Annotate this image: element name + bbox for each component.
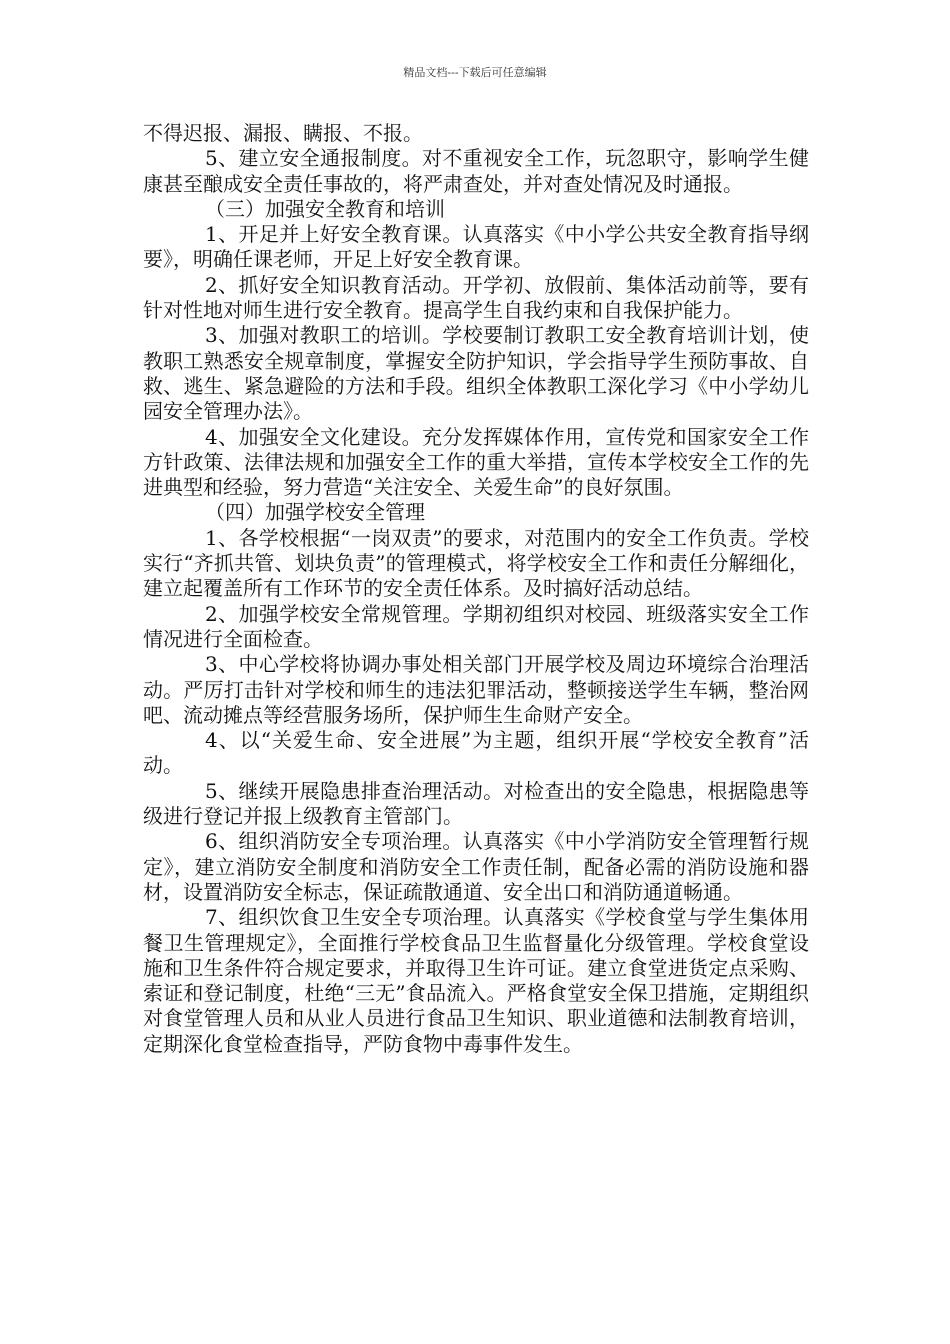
page-header: 精品文档---下载后可任意编辑: [403, 66, 547, 79]
paragraph: 不得迟报、漏报、瞒报、不报。: [143, 121, 423, 145]
section-heading: （三）加强安全教育和培训: [205, 196, 445, 221]
paragraph: 3、中心学校将协调办事处相关部门开展学校及周边环境综合治理活动。严厉打击针对学校和师生的违法犯罪活动，整顿接送学生车辆，整治网吧、流动摊点等经营服务场所，保护师生生命财产安全。: [143, 652, 809, 727]
section-heading: （四）加强学校安全管理: [205, 500, 425, 525]
paragraph: 6、组织消防安全专项治理。认真落实《中小学消防安全管理暂行规定》，建立消防安全制度和消防安全工作责任制，配备必需的消防设施和器材，设置消防安全标志，保证疏散通道、安全出口和消防通道畅通。: [143, 829, 809, 904]
paragraph: 7、组织饮食卫生安全专项治理。认真落实《学校食堂与学生集体用餐卫生管理规定》，全面推行学校食品卫生监督量化分级管理。学校食堂设施和卫生条件符合规定要求，并取得卫生许可证。建立食堂进货定点采购、索证和登记制度，杜绝“三无”食品流入。严格食堂安全保卫措施，定期组织对食堂管理人员和从业人员进行食品卫生知识、职业道德和法制教育培训，定期深化食堂检查指导，严防食物中毒事件发生。: [143, 905, 809, 1056]
paragraph: 1、开足并上好安全教育课。认真落实《中小学公共安全教育指导纲要》，明确任课老师，开足上好安全教育课。: [143, 222, 809, 272]
paragraph: 3、加强对教职工的培训。学校要制订教职工安全教育培训计划，使教职工熟悉安全规章制度，掌握安全防护知识，学会指导学生预防事故、自救、逃生、紧急避险的方法和手段。组织全体教职工深化学习《中小学幼儿园安全管理办法》。: [143, 323, 809, 424]
paragraph: 2、加强学校安全常规管理。学期初组织对校园、班级落实安全工作情况进行全面检查。: [143, 601, 809, 651]
paragraph: 5、继续开展隐患排查治理活动。对检查出的安全隐患，根据隐患等级进行登记并报上级教育主管部门。: [143, 778, 809, 829]
document-body: [143, 121, 809, 1057]
paragraph: 1、各学校根据“一岗双责”的要求，对范围内的安全工作负责。学校实行“齐抓共管、划块负责”的管理模式，将学校安全工作和责任分解细化，建立起覆盖所有工作环节的安全责任体系。及时搞好活动总结。: [143, 525, 809, 601]
paragraph: 5、建立安全通报制度。对不重视安全工作，玩忽职守，影响学生健康甚至酿成安全责任事故的，将严肃查处，并对查处情况及时通报。: [143, 146, 809, 196]
paragraph: 2、抓好安全知识教育活动。开学初、放假前、集体活动前等，要有针对性地对师生进行安全教育。提高学生自我约束和自我保护能力。: [143, 272, 809, 323]
paragraph: 4、加强安全文化建设。充分发挥媒体作用，宣传党和国家安全工作方针政策、法律法规和加强安全工作的重大举措，宣传本学校安全工作的先进典型和经验，努力营造“关注安全、关爱生命”的良好氛围。: [143, 424, 809, 500]
paragraph: 4、以“关爱生命、安全进展”为主题，组织开展“学校安全教育”活动。: [143, 728, 809, 778]
